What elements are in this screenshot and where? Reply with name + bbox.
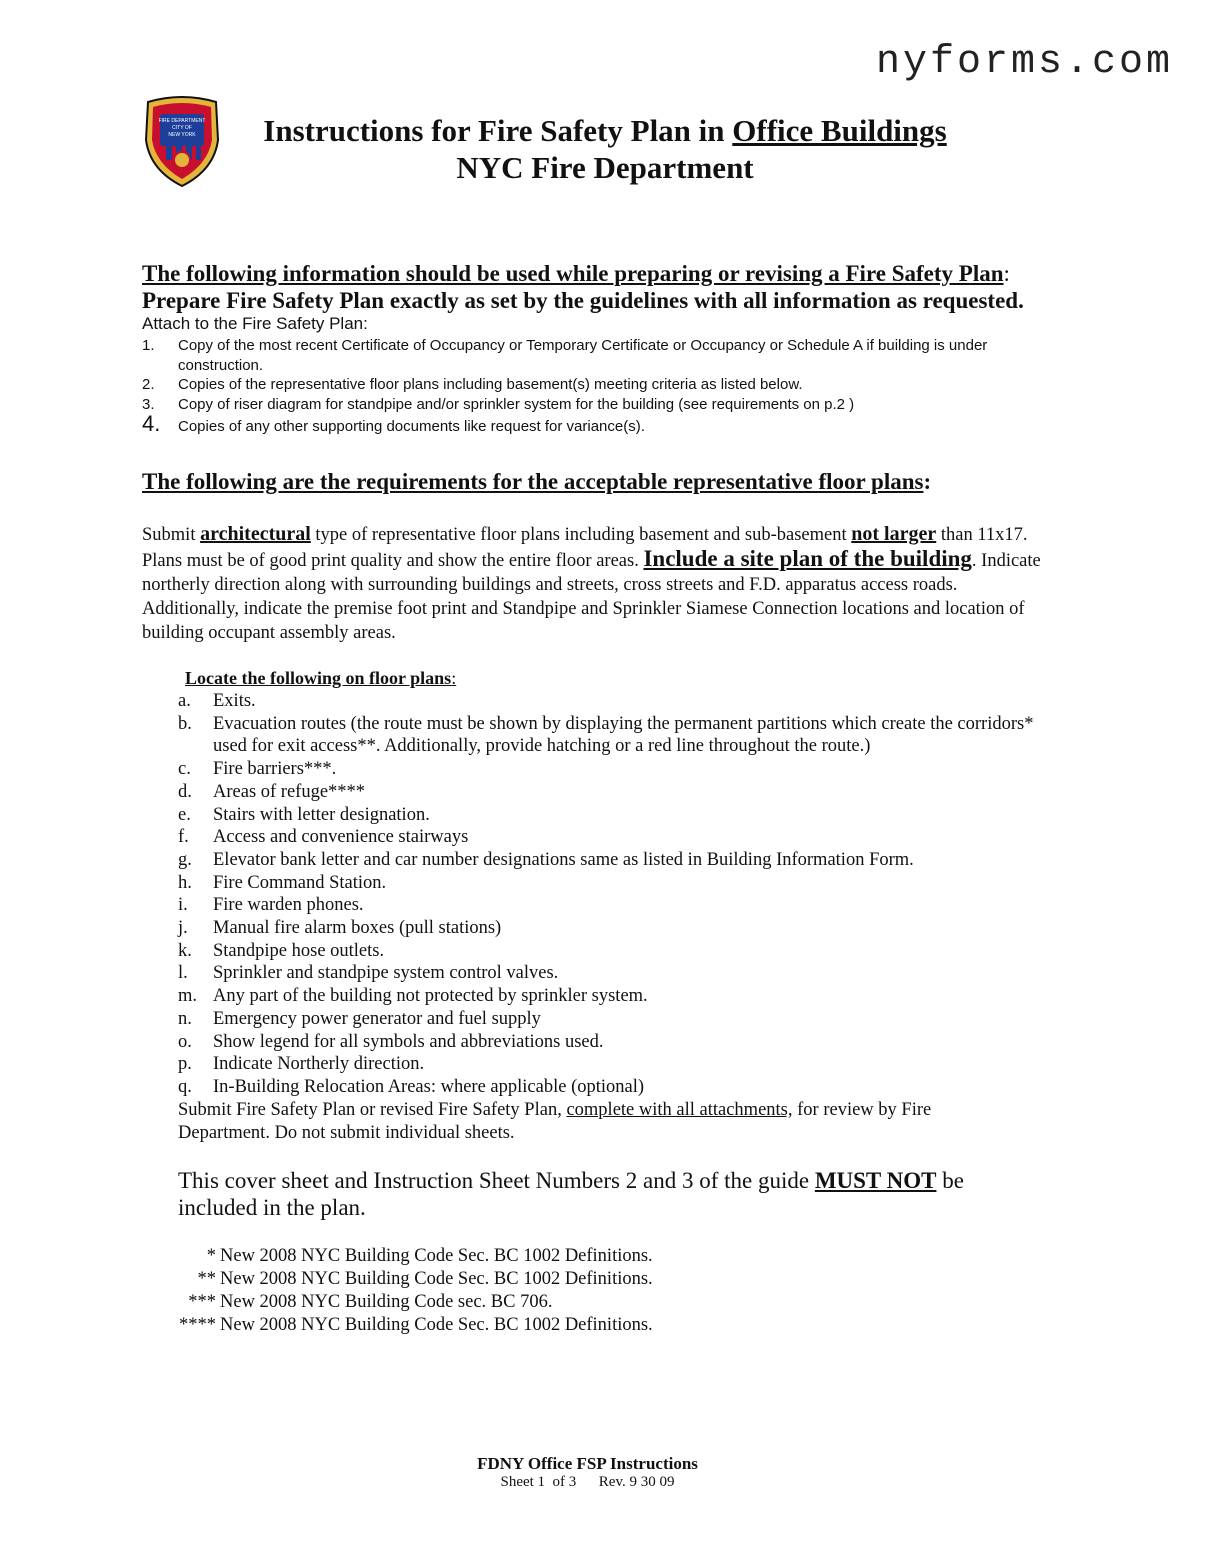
list-item: g. Elevator bank letter and car number designations same as listed in Building Information Form. bbox=[178, 849, 914, 870]
list-item: c. Fire barriers***. bbox=[178, 759, 337, 780]
attach-list bbox=[142, 336, 1062, 437]
footnote: *** New 2008 NYC Building Code sec. BC 706. bbox=[188, 1292, 553, 1312]
list-item: o. Show legend for all symbols and abbreviations used. bbox=[178, 1031, 604, 1052]
intro-heading: The following information should be used while preparing or revising a Fire Safety Plan: bbox=[142, 261, 1010, 286]
cover-sheet-warning: This cover sheet and Instruction Sheet Numbers 2 and 3 of the guide MUST NOT be included in the plan. bbox=[178, 1168, 964, 1220]
list-item: j. Manual fire alarm boxes (pull stations) bbox=[178, 918, 502, 939]
footnote: * New 2008 NYC Building Code Sec. BC 1002 Definitions. bbox=[206, 1246, 653, 1266]
submit-note: Submit Fire Safety Plan or revised Fire Safety Plan, complete with all attachments, for review by Fire Department. Do not submit individual sheets. bbox=[178, 1100, 932, 1143]
svg-text:CITY OF: CITY OF bbox=[172, 125, 192, 131]
page-footer bbox=[0, 1454, 1175, 1491]
list-item: n. Emergency power generator and fuel supply bbox=[178, 1008, 541, 1029]
locate-heading: Locate the following on floor plans: bbox=[185, 668, 457, 688]
fdny-logo bbox=[142, 96, 222, 188]
list-item: e. Stairs with letter designation. bbox=[178, 804, 430, 825]
locate-list bbox=[178, 690, 1058, 1099]
svg-text:NEW YORK: NEW YORK bbox=[168, 132, 196, 138]
list-item: l. Sprinkler and standpipe system control valves. bbox=[178, 963, 559, 984]
list-item: b. Evacuation routes (the route must be shown by displaying the permanent partitions which create the corridors* used for exit access**. Additionally, provide hatching or a red line throughout the route.) bbox=[178, 713, 1034, 757]
footer-title: FDNY Office FSP Instructions bbox=[477, 1454, 698, 1473]
list-item: 3. Copy of riser diagram for standpipe and/or sprinkler system for the building (see requirements on p.2 ) bbox=[142, 395, 855, 413]
footnote: **** New 2008 NYC Building Code Sec. BC 1002 Definitions. bbox=[179, 1315, 653, 1335]
list-item: 2. Copies of the representative floor plans including basement(s) meeting criteria as listed below. bbox=[142, 376, 803, 393]
svg-text:FIRE DEPARTMENT: FIRE DEPARTMENT bbox=[158, 118, 206, 124]
attach-label: Attach to the Fire Safety Plan: bbox=[142, 314, 368, 333]
list-item: d. Areas of refuge**** bbox=[178, 781, 366, 802]
list-item: i. Fire warden phones. bbox=[178, 895, 364, 916]
list-item: k. Standpipe hose outlets. bbox=[178, 940, 385, 961]
intro-subheading: Prepare Fire Safety Plan exactly as set by the guidelines with all information as requested. bbox=[142, 288, 1024, 313]
list-item: a. Exits. bbox=[178, 691, 256, 711]
list-item: m. Any part of the building not protected by sprinkler system. bbox=[178, 986, 648, 1007]
requirements-heading: The following are the requirements for the acceptable representative floor plans: bbox=[142, 469, 932, 494]
list-item: f. Access and convenience stairways bbox=[178, 827, 469, 848]
requirements-paragraph: Submit architectural type of representative floor plans including basement and sub-basement not larger than 11x17. Plans must be of good print quality and show the entire floor areas. Include a site plan of the building. Indicate northerly direction along with surrounding buildings and streets, cross streets and F.D. apparatus access roads. Additionally, indicate the premise foot print and Standpipe and Sprinkler Siamese Connection locations and location of building occupant assembly areas. bbox=[142, 523, 1041, 643]
page-title: Instructions for Fire Safety Plan in Office Buildings NYC Fire Department bbox=[263, 113, 947, 185]
list-item: p. Indicate Northerly direction. bbox=[178, 1054, 425, 1075]
footer-sheet-info: Sheet 1 of 3 Rev. 9 30 09 bbox=[500, 1474, 675, 1490]
watermark: nyforms.com bbox=[875, 40, 1173, 85]
footnotes bbox=[160, 1245, 653, 1337]
footnote: ** New 2008 NYC Building Code Sec. BC 1002 Definitions. bbox=[197, 1269, 653, 1289]
list-item: q. In-Building Relocation Areas: where applicable (optional) bbox=[178, 1076, 645, 1097]
list-item: 1. Copy of the most recent Certificate of Occupancy or Temporary Certificate or Occupancy or Schedule A if building is under construction. bbox=[142, 337, 988, 374]
list-item: 4. Copies of any other supporting documents like request for variance(s). bbox=[142, 411, 645, 436]
list-item: h. Fire Command Station. bbox=[178, 872, 387, 893]
